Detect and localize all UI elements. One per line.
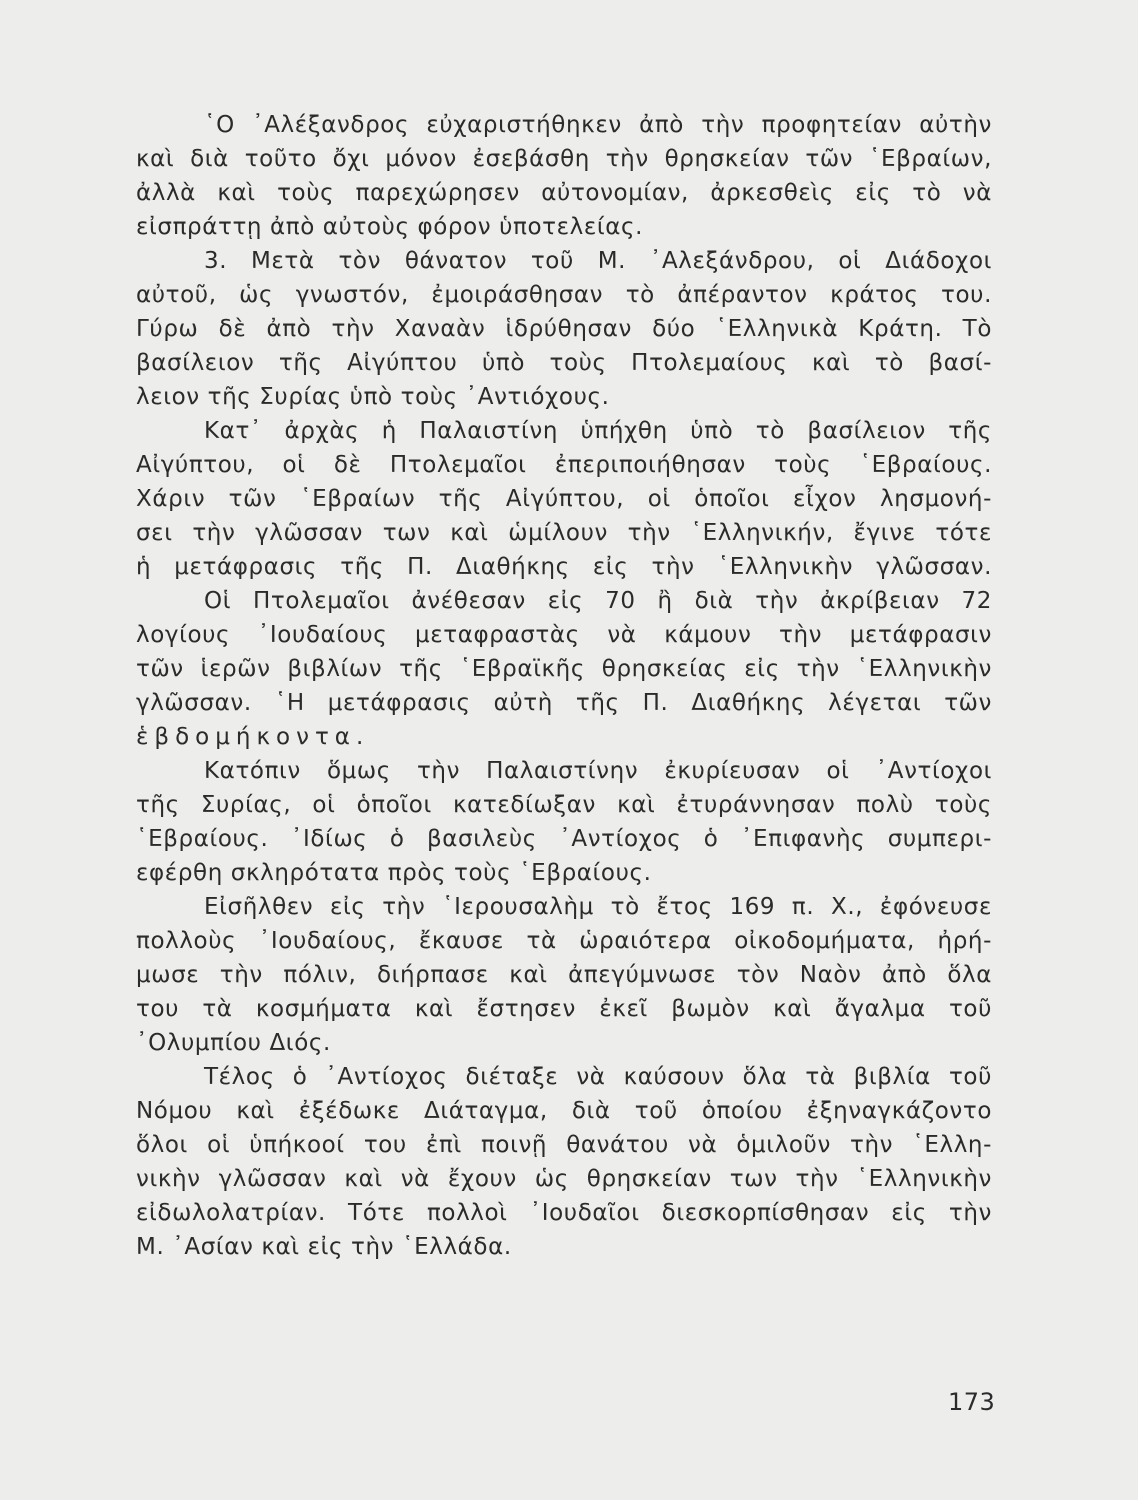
- text-line: Τέλος ὁ ᾿Αντίοχος διέταξε νὰ καύσουν ὅλα τὰ βιβλία τοῦ: [204, 1064, 992, 1090]
- text-line: Αἰγύπτου, οἱ δὲ Πτολεμαῖοι ἐπεριποιήθησαν τοὺς ῾Εβραίους.: [136, 452, 992, 478]
- text-line: καὶ διὰ τοῦτο ὄχι μόνον ἐσεβάσθη τὴν θρησκείαν τῶν ῾Εβραίων,: [136, 146, 992, 172]
- page-number: 173: [948, 1388, 996, 1416]
- text-line: τῶν ἱερῶν βιβλίων τῆς ῾Εβραϊκῆς θρησκείας εἰς τὴν ῾Ελληνικὴν: [136, 656, 992, 682]
- text-line: τῆς Συρίας, οἱ ὁποῖοι κατεδίωξαν καὶ ἐτυράννησαν πολὺ τοὺς: [136, 792, 992, 818]
- text-line: Χάριν τῶν ῾Εβραίων τῆς Αἰγύπτου, οἱ ὁποῖοι εἶχον λησμονή-: [136, 486, 992, 512]
- text-line: ῾Ο ᾿Αλέξανδρος εὐχαριστήθηκεν ἀπὸ τὴν προφητείαν αὐτὴν: [204, 112, 992, 138]
- text-line: Κατ᾿ ἀρχὰς ἡ Παλαιστίνη ὑπήχθη ὑπὸ τὸ βασίλειον τῆς: [204, 418, 992, 444]
- text-line: Μ. ᾿Ασίαν καὶ εἰς τὴν ῾Ελλάδα.: [136, 1234, 512, 1260]
- text-line: νικὴν γλῶσσαν καὶ νὰ ἔχουν ὡς θρησκείαν των τὴν ῾Ελληνικὴν: [136, 1166, 992, 1192]
- text-line: Νόμου καὶ ἐξέδωκε Διάταγμα, διὰ τοῦ ὁποίου ἐξηναγκάζοντο: [136, 1098, 992, 1124]
- text-line: ὅλοι οἱ ὑπήκοοί του ἐπὶ ποινῇ θανάτου νὰ ὁμιλοῦν τὴν ῾Ελλη-: [136, 1132, 992, 1158]
- text-line: εφέρθη σκληρότατα πρὸς τοὺς ῾Εβραίους.: [136, 860, 652, 886]
- text-line: γλῶσσαν. ῾Η μετάφρασις αὐτὴ τῆς Π. Διαθήκης λέγεται τῶν: [136, 690, 992, 716]
- text-line: ἡ μετάφρασις τῆς Π. Διαθήκης εἰς τὴν ῾Ελληνικὴν γλῶσσαν.: [136, 554, 992, 580]
- text-line: ῾Εβραίους. ᾿Ιδίως ὁ βασιλεὺς ᾿Αντίοχος ὁ ᾿Επιφανὴς συμπερι-: [136, 826, 992, 852]
- text-line: ᾿Ολυμπίου Διός.: [136, 1030, 331, 1056]
- text-line: ἑβδομήκοντα.: [136, 724, 370, 750]
- text-line: εἰδωλολατρίαν. Τότε πολλοὶ ᾿Ιουδαῖοι διεσκορπίσθησαν εἰς τὴν: [136, 1200, 992, 1226]
- text-line: εἰσπράττῃ ἀπὸ αὐτοὺς φόρον ὑποτελείας.: [136, 214, 644, 240]
- text-line: λειον τῆς Συρίας ὑπὸ τοὺς ᾿Αντιόχους.: [136, 384, 610, 410]
- text-line: πολλοὺς ᾿Ιουδαίους, ἔκαυσε τὰ ὡραιότερα οἰκοδομήματα, ἠρή-: [136, 928, 992, 954]
- text-line: Εἰσῆλθεν εἰς τὴν ῾Ιερουσαλὴμ τὸ ἔτος 169 π. Χ., ἐφόνευσε: [204, 894, 992, 920]
- text-line: του τὰ κοσμήματα καὶ ἔστησεν ἐκεῖ βωμὸν καὶ ἄγαλμα τοῦ: [136, 996, 992, 1022]
- text-line: ἀλλὰ καὶ τοὺς παρεχώρησεν αὐτονομίαν, ἀρκεσθεὶς εἰς τὸ νὰ: [136, 180, 992, 206]
- text-line: Κατόπιν ὅμως τὴν Παλαιστίνην ἐκυρίευσαν οἱ ᾿Αντίοχοι: [204, 758, 992, 784]
- text-line: μωσε τὴν πόλιν, διήρπασε καὶ ἀπεγύμνωσε τὸν Ναὸν ἀπὸ ὅλα: [136, 962, 992, 988]
- text-line: λογίους ᾿Ιουδαίους μεταφραστὰς νὰ κάμουν τὴν μετάφρασιν: [136, 622, 992, 648]
- text-line: σει τὴν γλῶσσαν των καὶ ὡμίλουν τὴν ῾Ελληνικήν, ἔγινε τότε: [136, 520, 992, 546]
- text-line: Οἱ Πτολεμαῖοι ἀνέθεσαν εἰς 70 ἢ διὰ τὴν ἀκρίβειαν 72: [204, 588, 992, 614]
- text-line: βασίλειον τῆς Αἰγύπτου ὑπὸ τοὺς Πτολεμαίους καὶ τὸ βασί-: [136, 350, 992, 376]
- text-line: 3. Μετὰ τὸν θάνατον τοῦ Μ. ᾿Αλεξάνδρου, οἱ Διάδοχοι: [204, 248, 992, 274]
- text-line: αὐτοῦ, ὡς γνωστόν, ἐμοιράσθησαν τὸ ἀπέραντον κράτος του.: [136, 282, 992, 308]
- text-line: Γύρω δὲ ἀπὸ τὴν Χαναὰν ἱδρύθησαν δύο ῾Ελληνικὰ Κράτη. Τὸ: [136, 316, 992, 342]
